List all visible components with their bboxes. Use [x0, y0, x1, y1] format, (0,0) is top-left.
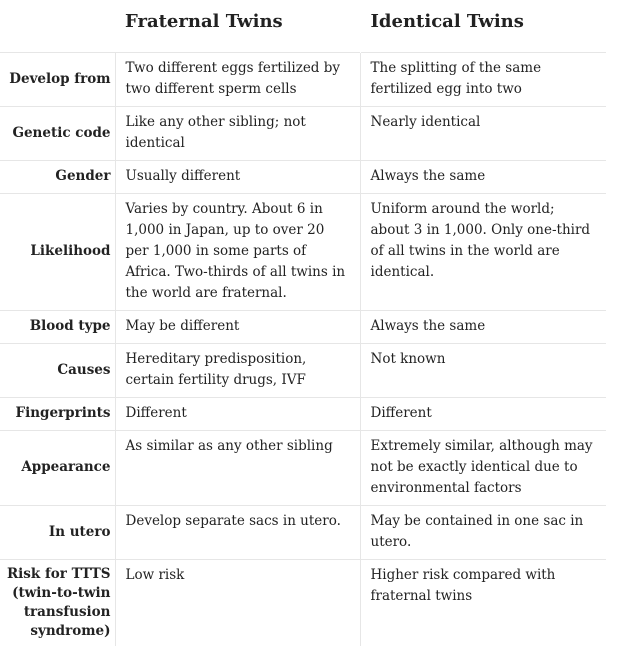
- identical-cell: The splitting of the same fertilized egg into two: [360, 52, 606, 106]
- table-row: [0, 397, 606, 430]
- fraternal-cell: Low risk: [115, 559, 360, 646]
- header-corner: [0, 0, 115, 52]
- identical-cell: Always the same: [360, 160, 606, 193]
- fraternal-cell: As similar as any other sibling: [115, 430, 360, 505]
- identical-cell: Always the same: [360, 310, 606, 343]
- row-label: Develop from: [9, 70, 111, 87]
- header-fraternal: Fraternal Twins: [125, 11, 283, 32]
- fraternal-cell: Like any other sibling; not identical: [115, 106, 360, 160]
- table-row: [0, 193, 606, 310]
- row-label: Likelihood: [30, 243, 111, 259]
- row-label: In utero: [48, 523, 111, 540]
- table-row: [0, 505, 606, 559]
- identical-cell: Extremely similar, although may not be exactly identical due to environmental factors: [360, 430, 606, 505]
- row-label: Gender: [55, 168, 111, 184]
- identical-cell: May be contained in one sac in utero.: [360, 505, 606, 559]
- table-row: [0, 559, 606, 646]
- table-row: [0, 106, 606, 160]
- row-label: Causes: [57, 361, 111, 378]
- identical-cell: Higher risk compared with fraternal twins: [360, 559, 606, 646]
- fraternal-cell: Develop separate sacs in utero.: [115, 505, 360, 559]
- table-row: [0, 160, 606, 193]
- fraternal-cell: May be different: [115, 310, 360, 343]
- fraternal-cell: Usually different: [115, 160, 360, 193]
- fraternal-cell: Different: [115, 397, 360, 430]
- identical-cell: Nearly identical: [360, 106, 606, 160]
- table-row: [0, 430, 606, 505]
- row-label: Risk for TTTS (twin-to-twin transfusion syndrome): [6, 565, 111, 639]
- identical-cell: Not known: [360, 343, 606, 397]
- table-row: [0, 52, 606, 106]
- header-identical: Identical Twins: [360, 0, 606, 52]
- fraternal-cell: Hereditary predisposition, certain fertility drugs, IVF: [115, 343, 360, 397]
- identical-cell: Different: [360, 397, 606, 430]
- row-label: Appearance: [21, 459, 111, 475]
- fraternal-cell: Two different eggs fertilized by two different sperm cells: [115, 52, 360, 106]
- identical-cell: Uniform around the world; about 3 in 1,000. Only one-third of all twins in the world are identical.: [360, 193, 606, 310]
- table-row: [0, 310, 606, 343]
- row-label: Fingerprints: [15, 405, 111, 421]
- header-row: [0, 0, 606, 52]
- table-row: [0, 343, 606, 397]
- row-label: Blood type: [29, 318, 111, 334]
- fraternal-cell: Varies by country. About 6 in 1,000 in Japan, up to over 20 per 1,000 in some parts of Africa. Two-thirds of all twins in the world are fraternal.: [115, 193, 360, 310]
- row-label: Genetic code: [12, 124, 111, 141]
